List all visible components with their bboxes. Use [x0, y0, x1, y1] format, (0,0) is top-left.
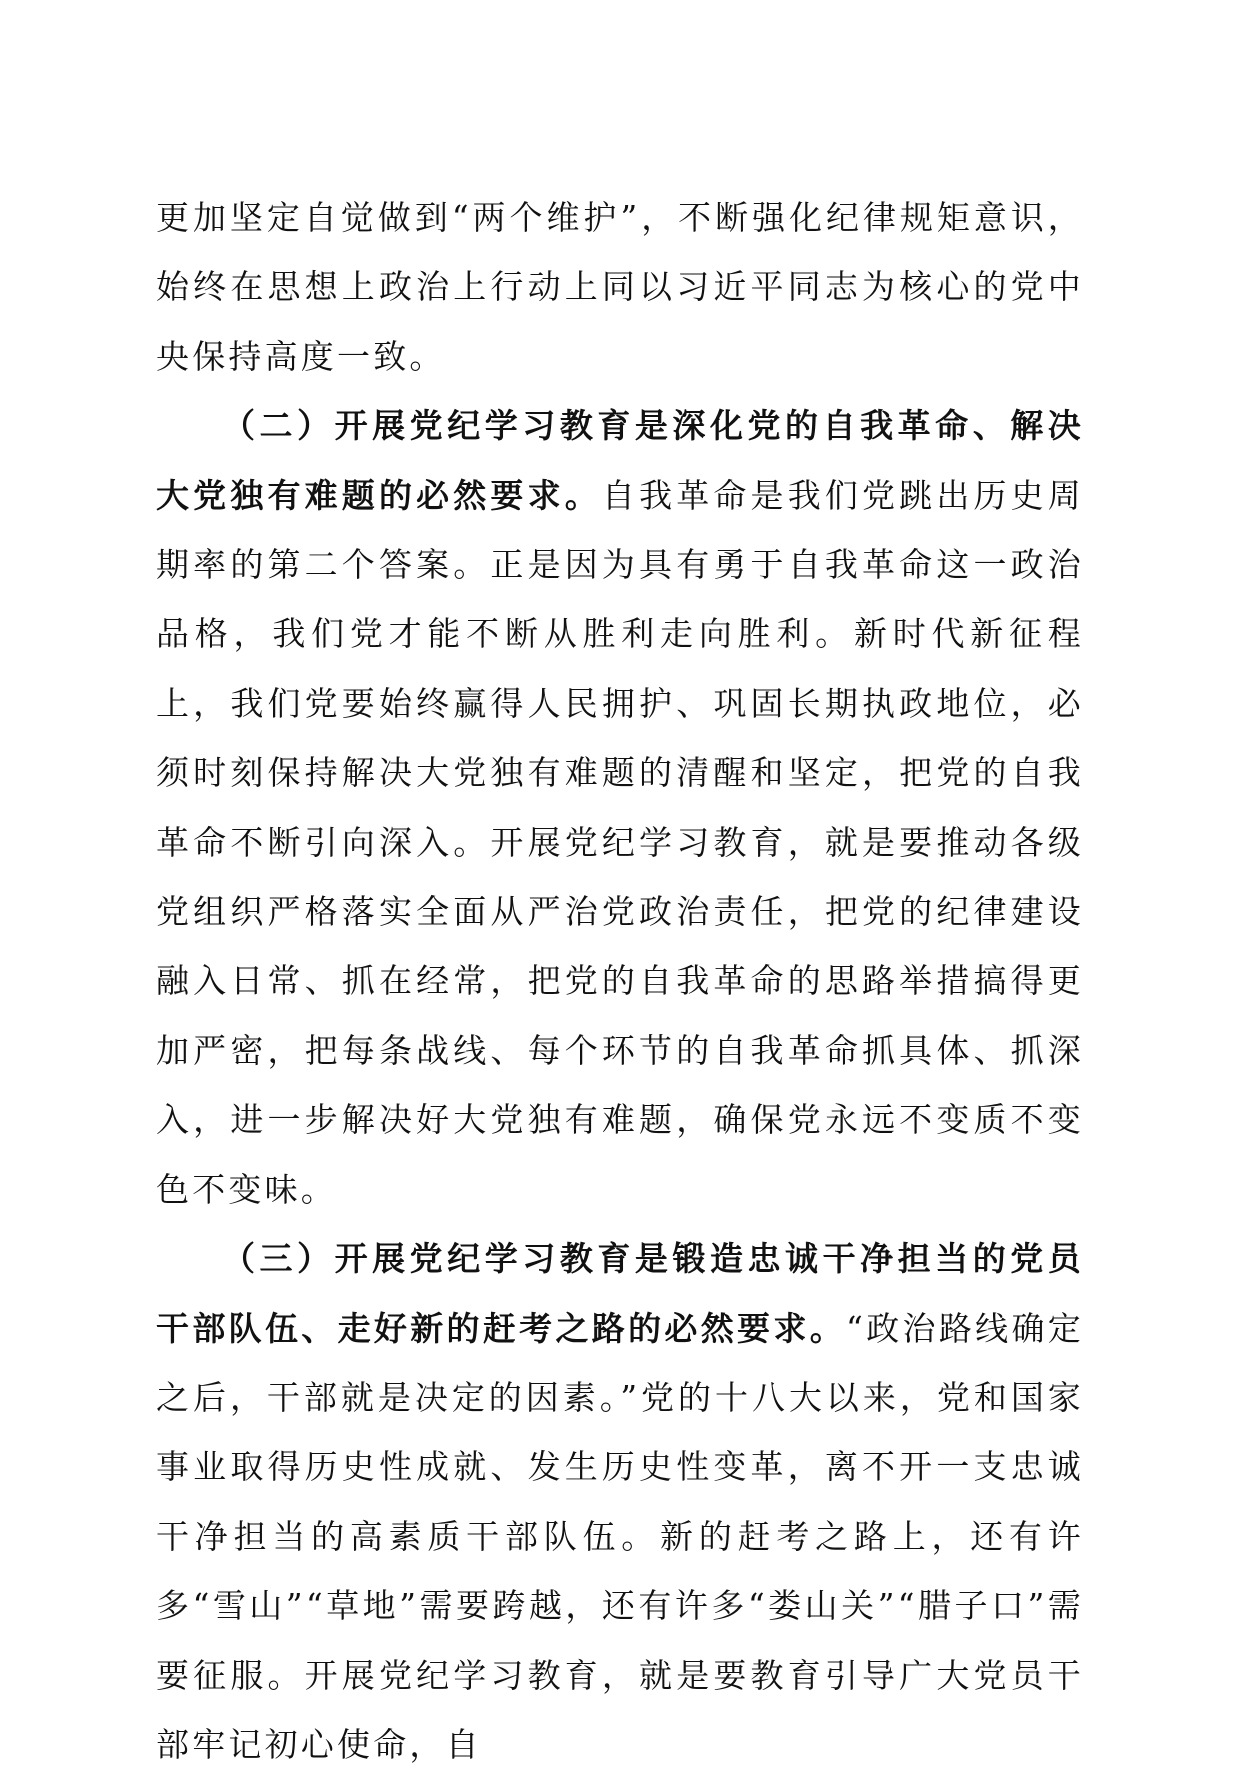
section-2-heading: （二）开展党纪学习教育是深化党的自我革命、解决大党独有难题的必然要求。	[156, 406, 1084, 515]
paragraph-1-text: 更加坚定自觉做到“两个维护”，不断强化纪律规矩意识，始终在思想上政治上行动上同以习近平同志为核心的党中央保持高度一致。	[156, 198, 1084, 376]
section-3-text: “政治路线确定之后，干部就是决定的因素。”党的十八大以来，党和国家事业取得历史性成就、发生历史性变革，离不开一支忠诚干净担当的高素质干部队伍。新的赶考之路上，还有许多“雪山”“草地”需要跨越，还有许多“娄山关”“腊子口”需要征服。开展党纪学习教育，就是要教育引导广大党员干部牢记初心使命，自	[156, 1308, 1084, 1764]
section-2-text: 自我革命是我们党跳出历史周期率的第二个答案。正是因为具有勇于自我革命这一政治品格，我们党才能不断从胜利走向胜利。新时代新征程上，我们党要始终赢得人民拥护、巩固长期执政地位，必须时刻保持解决大党独有难题的清醒和坚定，把党的自我革命不断引向深入。开展党纪学习教育，就是要推动各级党组织严格落实全面从严治党政治责任，把党的纪律建设融入日常、抓在经常，把党的自我革命的思路举措搞得更加严密，把每条战线、每个环节的自我革命抓具体、抓深入，进一步解决好大党独有难题，确保党永远不变质不变色不变味。	[156, 475, 1084, 1209]
paragraph-continuation	[156, 183, 1084, 391]
document-body	[156, 183, 1084, 1779]
paragraph-section-2	[156, 391, 1084, 1224]
section-3-heading: （三）开展党纪学习教育是锻造忠诚干净担当的党员干部队伍、走好新的赶考之路的必然要求。	[156, 1239, 1084, 1348]
paragraph-section-3	[156, 1224, 1084, 1779]
